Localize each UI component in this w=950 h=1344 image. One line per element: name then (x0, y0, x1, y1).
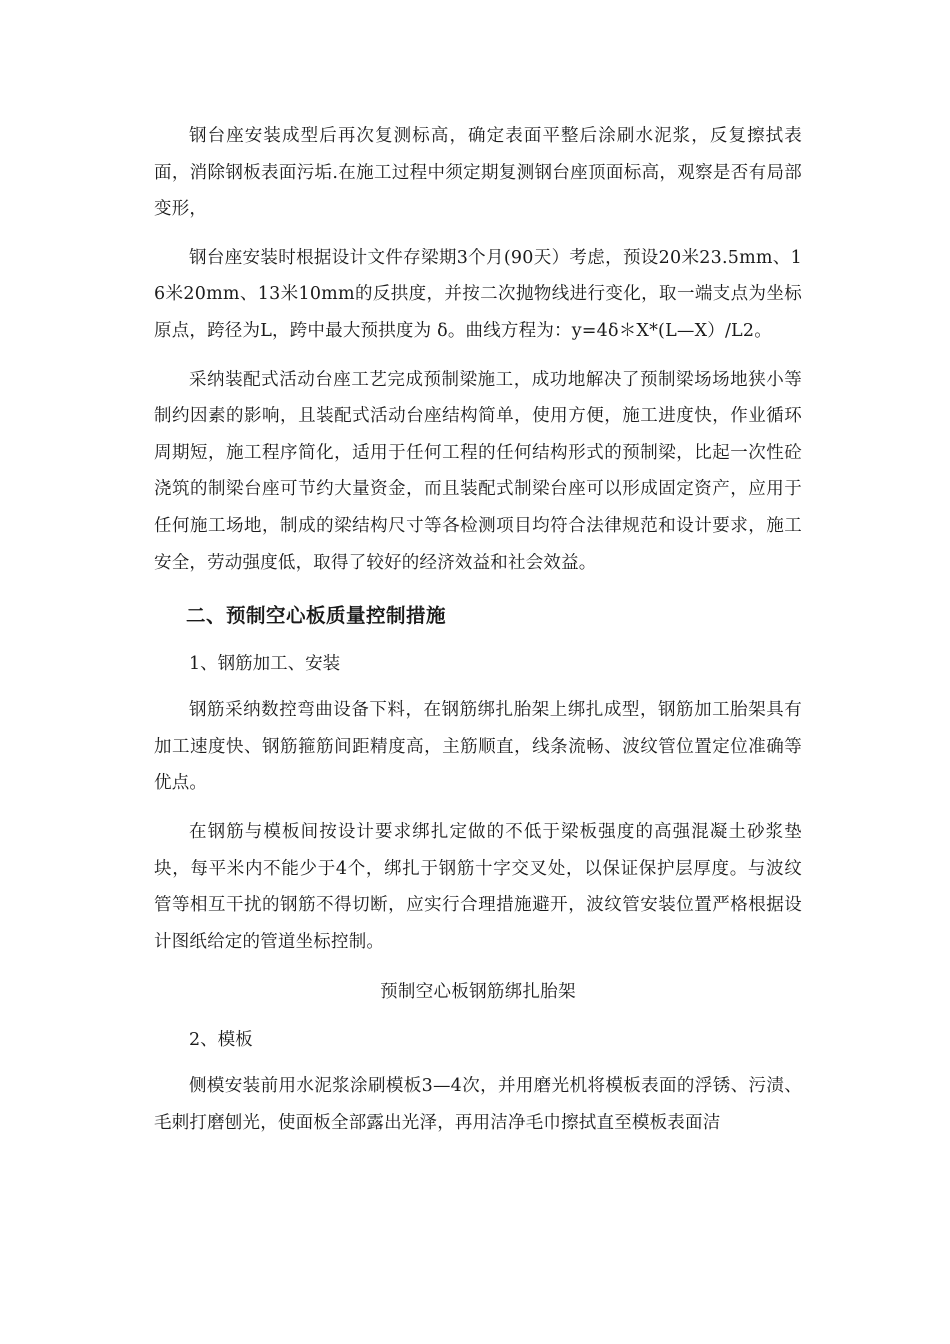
paragraph-rebar-processing: 钢筋采纳数控弯曲设备下料，在钢筋绑扎胎架上绑扎成型，钢筋加工胎架具有加工速度快、钢筋箍筋间距精度高，主筋顺直，线条流畅、波纹管位置定位准确等优点。 (154, 700, 802, 794)
paragraph-assembled-bed-benefits: 采纳装配式活动台座工艺完成预制梁施工，成功地解决了预制梁场场地狭小等制约因素的影响，且装配式活动台座结构简单，使用方便，施工进度快，作业循环周期短，施工程序简化，适用于任何工程的任何结构形式的预制梁，比起一次性砼浇筑的制梁台座可节约大量资金，而且装配式制梁台座可以形成固定资产，应用于任何施工场地，制成的梁结构尺寸等各检测项目均符合法律规范和设计要求，施工安全，劳动强度低，取得了较好的经济效益和社会效益。 (154, 369, 802, 573)
paragraph-spacer-blocks: 在钢筋与模板间按设计要求绑扎定做的不低于梁板强度的高强混凝土砂浆垫块，每平米内不能少于4个，绑扎于钢筋十字交叉处，以保证保护层厚度。与波纹管等相互干扰的钢筋不得切断，应实行合理措施避开，波纹管安装位置严格根据设计图纸给定的管道坐标控制。 (154, 821, 802, 952)
paragraph-steel-bed-leveling: 钢台座安装成型后再次复测标高，确定表面平整后涂刷水泥浆，反复擦拭表面，消除钢板表面污垢.在施工过程中须定期复测钢台座顶面标高，观察是否有局部变形， (154, 126, 802, 220)
subsection-formwork-heading: 2、模板 (189, 1030, 253, 1051)
paragraph-camber-settings: 钢台座安装时根据设计文件存梁期3个月(90天）考虑，预设20米23.5mm、16米20mm、13米10mm的反拱度，并按二次抛物线进行变化，取一端支点为坐标原点，跨径为L，跨中最大预拱度为 δ。曲线方程为：y=4δ＊X*(L—X）/L2。 (154, 247, 802, 341)
paragraph-formwork-prep: 侧模安装前用水泥浆涂刷模板3—4次，并用磨光机将模板表面的浮锈、污渍、毛刺打磨刨光，使面板全部露出光泽，再用洁净毛巾擦拭直至模板表面洁 (154, 1076, 802, 1133)
subsection-rebar-heading: 1、钢筋加工、安装 (189, 654, 341, 675)
section-heading: 二、预制空心板质量控制措施 (186, 604, 447, 628)
figure-caption: 预制空心板钢筋绑扎胎架 (380, 982, 576, 1003)
document-body (154, 118, 802, 1141)
